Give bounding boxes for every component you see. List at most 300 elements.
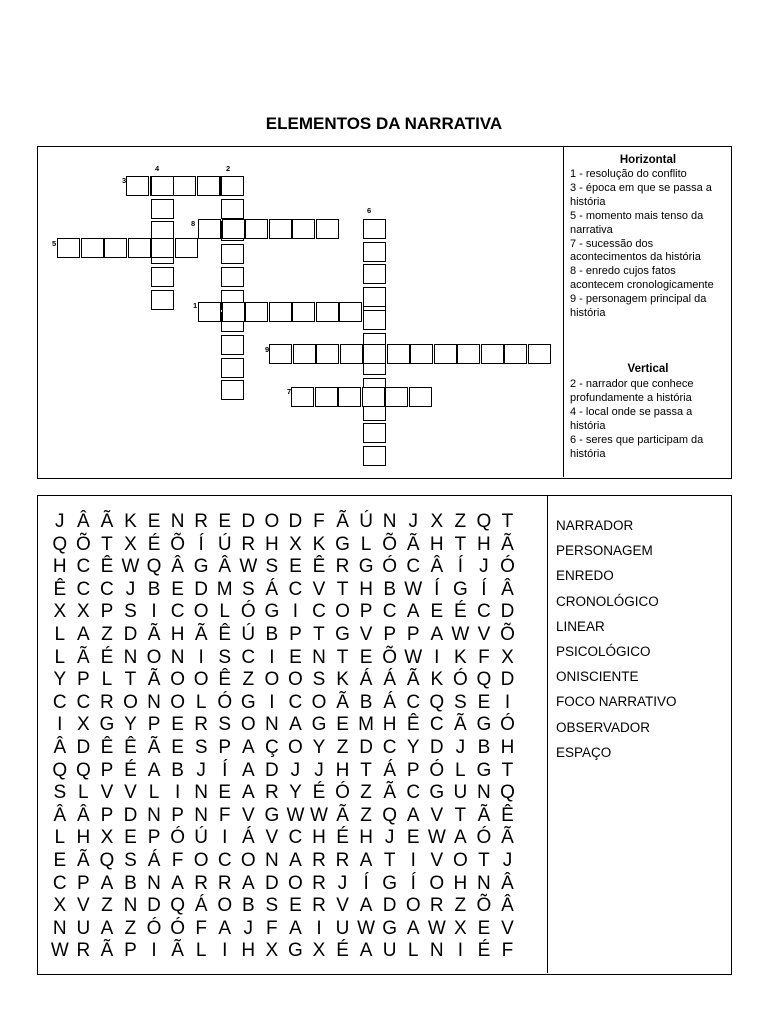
wordsearch-letter[interactable]: W [121,556,140,578]
crossword-cell[interactable] [104,238,127,258]
wordsearch-letter[interactable]: R [217,872,232,894]
wordsearch-letter[interactable]: C [382,601,397,623]
wordsearch-letter[interactable]: Ã [501,827,514,849]
wordsearch-letter[interactable]: P [147,827,161,849]
wordsearch-letter[interactable]: Ó [335,782,350,804]
wordsearch-letter[interactable]: Ã [336,691,349,713]
wordsearch-letter[interactable]: W [50,940,69,962]
wordsearch-letter[interactable]: D [288,511,303,532]
wordsearch-letter[interactable]: L [407,940,419,962]
wordsearch-letter[interactable]: Ó [452,669,468,691]
wordsearch-letter[interactable]: Í [222,759,228,781]
wordsearch-letter[interactable]: A [147,759,161,781]
wordsearch-letter[interactable]: E [171,714,184,736]
wordsearch-letter[interactable]: L [78,782,89,804]
wordsearch-letter[interactable]: K [124,511,137,532]
wordsearch-letter[interactable]: R [76,940,91,962]
wordsearch-letter[interactable]: L [101,669,113,691]
wordsearch-letter[interactable]: D [194,578,209,600]
wordsearch-letter[interactable]: I [434,646,440,668]
wordsearch-letter[interactable]: Y [312,737,326,758]
wordsearch-letter[interactable]: D [500,601,515,623]
wordsearch-letter[interactable]: N [264,714,279,736]
wordsearch-letter[interactable]: G [193,556,209,578]
wordsearch-letter[interactable]: Ã [194,624,208,645]
wordsearch-letter[interactable]: W [427,917,446,939]
crossword-cell[interactable] [57,238,80,258]
wordsearch-letter[interactable]: O [217,895,233,917]
wordsearch-letter[interactable]: I [457,940,463,962]
wordsearch-letter[interactable]: Z [242,669,255,691]
wordsearch-letter[interactable]: Á [265,578,279,600]
wordsearch-letter[interactable]: A [100,917,114,939]
wordsearch-letter[interactable]: A [218,917,232,939]
wordsearch-letter[interactable]: Ó [170,917,185,939]
wordsearch-letter[interactable]: U [76,917,91,939]
wordsearch-letter[interactable]: L [148,782,160,804]
wordsearch-letter[interactable]: A [289,850,302,871]
wordsearch-letter[interactable]: O [288,872,303,894]
wordsearch-letter[interactable]: H [335,759,350,781]
crossword-cell[interactable] [175,238,198,258]
wordsearch-letter[interactable]: O [288,737,303,758]
wordsearch-letter[interactable]: I [269,691,275,713]
wordsearch-letter[interactable]: E [289,895,302,917]
wordsearch-letter[interactable]: B [359,691,373,713]
wordsearch-letter[interactable]: A [171,872,184,894]
crossword-cell[interactable] [481,344,504,364]
wordsearch-letter[interactable]: L [195,691,207,713]
wordsearch-letter[interactable]: C [477,601,491,623]
wordsearch-letter[interactable]: Õ [75,533,91,555]
wordsearch-letter[interactable]: X [77,601,90,623]
crossword-cell[interactable] [269,302,292,322]
wordsearch-letter[interactable]: H [76,827,91,849]
wordsearch-letter[interactable]: X [501,646,514,668]
crossword-cell[interactable] [198,302,221,322]
crossword-cell[interactable] [363,446,386,466]
crossword-cell[interactable] [245,302,268,322]
wordsearch-letter[interactable]: W [451,624,470,645]
wordsearch-letter[interactable]: J [196,759,206,781]
wordsearch-letter[interactable]: W [310,804,328,826]
wordsearch-letter[interactable]: J [455,737,466,758]
wordsearch-letter[interactable]: T [478,850,490,871]
wordsearch-letter[interactable]: S [53,782,67,804]
wordsearch-letter[interactable]: Ã [336,804,349,826]
wordsearch-letter[interactable]: É [454,601,467,623]
wordsearch-letter[interactable]: Ã [501,533,514,555]
wordsearch-letter[interactable]: Ã [100,511,114,532]
wordsearch-letter[interactable]: Ê [100,556,114,578]
wordsearch-letter[interactable]: E [406,827,420,849]
wordsearch-letter[interactable]: R [194,511,209,532]
crossword-cell[interactable] [221,335,244,355]
wordsearch-letter[interactable]: X [100,827,114,849]
crossword-cell[interactable] [221,199,244,219]
wordsearch-letter[interactable]: Õ [382,533,398,555]
wordsearch-letter[interactable]: O [452,850,468,871]
wordsearch-letter[interactable]: V [100,782,114,804]
wordsearch-letter[interactable]: P [359,601,373,623]
crossword-cell[interactable] [245,219,268,239]
wordsearch-letter[interactable]: Q [52,533,68,555]
wordsearch-letter[interactable]: T [454,533,467,555]
wordsearch-letter[interactable]: O [240,714,256,736]
wordsearch-letter[interactable]: S [241,578,255,600]
wordsearch-letter[interactable]: E [477,917,491,939]
wordsearch-letter[interactable]: Ã [147,624,161,645]
wordsearch-letter[interactable]: K [312,533,326,555]
wordsearch-letter[interactable]: N [382,511,397,532]
crossword-cell[interactable] [434,344,457,364]
wordsearch-letter[interactable]: C [382,737,397,758]
wordsearch-letter[interactable]: B [241,895,255,917]
wordsearch-letter[interactable]: S [312,669,326,691]
wordsearch-letter[interactable]: Z [101,624,113,645]
wordsearch-letter[interactable]: W [357,917,376,939]
wordsearch-letter[interactable]: D [500,669,515,691]
wordsearch-letter[interactable]: Y [124,714,137,736]
wordsearch-letter[interactable]: D [76,737,91,758]
wordsearch-letter[interactable]: X [265,940,279,962]
wordsearch-letter[interactable]: G [335,624,350,645]
wordsearch-letter[interactable]: A [430,624,444,645]
wordsearch-letter[interactable]: H [477,533,491,555]
wordsearch-letter[interactable]: É [477,940,491,962]
wordsearch-letter[interactable]: N [147,804,161,826]
wordsearch-letter[interactable]: O [193,601,209,623]
wordsearch-letter[interactable]: Ó [500,714,515,736]
wordsearch-letter[interactable]: Ê [100,737,114,758]
wordsearch-letter[interactable]: E [430,601,444,623]
wordsearch-letter[interactable]: P [218,737,232,758]
crossword-cell[interactable] [339,302,362,322]
crossword-cell[interactable] [363,219,386,239]
wordsearch-letter[interactable]: E [124,827,137,849]
wordsearch-letter[interactable]: Á [383,691,396,713]
wordsearch-letter[interactable]: Ú [359,511,373,532]
wordsearch-letter[interactable]: I [222,827,228,849]
wordsearch-letter[interactable]: O [405,895,421,917]
wordsearch-letter[interactable]: A [241,782,255,804]
wordsearch-letter[interactable]: É [336,827,349,849]
wordsearch-letter[interactable]: L [219,601,230,623]
wordsearch-letter[interactable]: C [76,691,91,713]
wordsearch-letter[interactable]: A [359,895,373,917]
wordsearch-letter[interactable]: N [312,646,326,668]
wordsearch-letter[interactable]: I [151,940,157,962]
crossword-cell[interactable] [81,238,104,258]
wordsearch-letter[interactable]: F [266,917,278,939]
wordsearch-letter[interactable]: Â [501,872,514,894]
wordsearch-letter[interactable]: Q [75,759,91,781]
wordsearch-letter[interactable]: O [429,872,445,894]
wordsearch-letter[interactable]: P [406,624,420,645]
wordsearch-letter[interactable]: P [289,624,302,645]
crossword-cell[interactable] [363,423,386,443]
wordsearch-letter[interactable]: Â [501,578,514,600]
wordsearch-letter[interactable]: A [359,940,373,962]
crossword-cell[interactable] [387,344,410,364]
wordsearch-letter[interactable]: P [171,804,184,826]
crossword-cell[interactable] [316,219,339,239]
wordsearch-letter[interactable]: Ó [500,556,515,578]
crossword-cell[interactable] [292,302,315,322]
wordsearch-letter[interactable]: I [198,646,204,668]
wordsearch-letter[interactable]: E [171,737,184,758]
wordsearch-letter[interactable]: H [453,872,468,894]
wordsearch-letter[interactable]: V [124,782,137,804]
crossword-cell[interactable] [222,302,245,322]
wordsearch-letter[interactable]: D [147,895,161,917]
wordsearch-letter[interactable]: Ó [476,827,492,849]
wordsearch-letter[interactable]: Ã [406,669,420,691]
wordsearch-letter[interactable]: T [501,511,514,532]
wordsearch-letter[interactable]: Í [481,578,487,600]
wordsearch-letter[interactable]: X [124,533,137,555]
wordsearch-letter[interactable]: M [216,578,233,600]
wordsearch-letter[interactable]: Í [198,533,204,555]
wordsearch-letter[interactable]: S [218,646,232,668]
wordsearch-letter[interactable]: Q [500,782,515,804]
wordsearch-letter[interactable]: Ã [406,533,420,555]
wordsearch-letter[interactable]: C [241,646,256,668]
wordsearch-letter[interactable]: O [335,601,350,623]
crossword-cell[interactable] [338,387,361,407]
wordsearch-letter[interactable]: H [382,714,397,736]
wordsearch-letter[interactable]: Í [457,556,463,578]
wordsearch-letter[interactable]: Í [410,872,416,894]
wordsearch-letter[interactable]: Á [383,669,396,691]
wordsearch-letter[interactable]: J [314,759,324,781]
wordsearch-letter[interactable]: P [100,804,114,826]
wordsearch-letter[interactable]: V [265,827,279,849]
wordsearch-letter[interactable]: S [218,714,232,736]
wordsearch-letter[interactable]: Ê [312,556,326,578]
wordsearch-letter[interactable]: D [264,759,279,781]
wordsearch-letter[interactable]: Ã [171,940,184,962]
wordsearch-letter[interactable]: N [477,782,491,804]
wordsearch-letter[interactable]: H [429,533,444,555]
wordsearch-letter[interactable]: S [265,556,279,578]
crossword-cell[interactable] [363,344,386,364]
crossword-cell[interactable] [457,344,480,364]
wordsearch-letter[interactable]: B [477,737,491,758]
wordsearch-letter[interactable]: Y [406,737,420,758]
crossword-cell[interactable] [363,264,386,284]
crossword-cell[interactable] [173,176,196,196]
wordsearch-letter[interactable]: F [218,804,231,826]
wordsearch-letter[interactable]: Â [501,895,514,917]
wordsearch-letter[interactable]: W [404,646,423,668]
wordsearch-letter[interactable]: O [193,669,209,691]
wordsearch-letter[interactable]: L [54,624,66,645]
wordsearch-letter[interactable]: H [170,624,185,645]
wordsearch-letter[interactable]: N [123,646,138,668]
wordsearch-letter[interactable]: G [476,714,492,736]
crossword-cell[interactable] [362,387,385,407]
wordsearch-letter[interactable]: Õ [382,646,398,668]
wordsearch-letter[interactable]: H [359,578,373,600]
wordsearch-letter[interactable]: T [124,669,137,691]
wordsearch-letter[interactable]: I [410,850,416,871]
wordsearch-letter[interactable]: Ó [429,759,445,781]
wordsearch-letter[interactable]: K [454,646,467,668]
wordsearch-letter[interactable]: P [100,759,114,781]
wordsearch-letter[interactable]: B [124,872,137,894]
wordsearch-letter[interactable]: C [288,691,303,713]
wordsearch-letter[interactable]: K [336,669,349,691]
wordsearch-letter[interactable]: W [286,804,305,826]
wordsearch-letter[interactable]: X [77,714,90,736]
wordsearch-letter[interactable]: N [194,804,209,826]
wordsearch-letter[interactable]: E [359,646,373,668]
wordsearch-letter[interactable]: O [170,691,185,713]
crossword-cell[interactable] [409,387,432,407]
wordsearch-letter[interactable]: E [171,578,184,600]
wordsearch-letter[interactable]: J [384,827,395,849]
wordsearch-letter[interactable]: I [269,646,275,668]
wordsearch-letter[interactable]: X [312,940,326,962]
wordsearch-letter[interactable]: C [288,578,303,600]
wordsearch-letter[interactable]: Ã [147,737,161,758]
wordsearch-letter[interactable]: Z [454,895,467,917]
wordsearch-letter[interactable]: Â [171,556,184,578]
wordsearch-letter[interactable]: H [359,827,373,849]
wordsearch-letter[interactable]: R [335,850,350,871]
wordsearch-letter[interactable]: Ó [217,691,233,713]
wordsearch-letter[interactable]: T [360,759,372,781]
wordsearch-letter[interactable]: T [336,646,349,668]
wordsearch-letter[interactable]: V [430,850,444,871]
wordsearch-letter[interactable]: O [146,646,162,668]
wordsearch-letter[interactable]: Ã [477,804,491,826]
wordsearch-letter[interactable]: O [193,850,209,871]
crossword-cell[interactable] [293,344,316,364]
crossword-cell[interactable] [128,238,151,258]
wordsearch-letter[interactable]: U [335,917,350,939]
wordsearch-letter[interactable]: P [406,759,420,781]
wordsearch-letter[interactable]: I [174,782,181,804]
wordsearch-letter[interactable]: H [264,533,279,555]
wordsearch-letter[interactable]: H [241,940,256,962]
wordsearch-letter[interactable]: U [453,782,468,804]
wordsearch-letter[interactable]: H [500,737,515,758]
wordsearch-letter[interactable]: A [406,804,420,826]
wordsearch-letter[interactable]: R [429,895,444,917]
wordsearch-letter[interactable]: B [171,759,184,781]
wordsearch-letter[interactable]: O [264,511,280,532]
wordsearch-letter[interactable]: F [171,850,184,871]
wordsearch-letter[interactable]: J [55,511,65,532]
crossword-cell[interactable] [363,310,386,330]
wordsearch-letter[interactable]: R [241,533,256,555]
wordsearch-letter[interactable]: É [336,940,349,962]
wordsearch-letter[interactable]: Ê [218,669,232,691]
wordsearch-letter[interactable]: C [429,714,444,736]
wordsearch-letter[interactable]: T [313,624,325,645]
wordsearch-letter[interactable]: Ó [170,827,185,849]
wordsearch-letter[interactable]: Ã [383,782,396,804]
wordsearch-letter[interactable]: É [147,533,161,555]
wordsearch-letter[interactable]: I [57,714,63,736]
wordsearch-letter[interactable]: Ê [218,624,232,645]
wordsearch-letter[interactable]: L [455,759,466,781]
wordsearch-letter[interactable]: R [335,556,350,578]
crossword-cell[interactable] [340,344,363,364]
wordsearch-letter[interactable]: Ç [264,737,279,758]
wordsearch-letter[interactable]: C [52,872,67,894]
wordsearch-letter[interactable]: D [359,737,373,758]
wordsearch-letter[interactable]: N [429,940,444,962]
wordsearch-letter[interactable]: Â [430,556,444,578]
crossword-cell[interactable] [316,302,339,322]
wordsearch-letter[interactable]: C [170,601,185,623]
wordsearch-letter[interactable]: G [429,782,445,804]
crossword-cell[interactable] [528,344,551,364]
wordsearch-letter[interactable]: Á [359,669,373,691]
wordsearch-letter[interactable]: V [336,895,349,917]
wordsearch-letter[interactable]: C [52,691,67,713]
wordsearch-letter[interactable]: W [239,556,258,578]
wordsearch-letter[interactable]: A [241,737,255,758]
wordsearch-letter[interactable]: P [383,624,396,645]
crossword-cell[interactable] [315,387,338,407]
wordsearch-letter[interactable]: E [289,556,302,578]
wordsearch-letter[interactable]: Ã [454,714,467,736]
wordsearch-letter[interactable]: Z [101,895,113,917]
wordsearch-letter[interactable]: Â [53,737,67,758]
wordsearch-letter[interactable]: W [404,578,423,600]
wordsearch-letter[interactable]: D [241,511,256,532]
wordsearch-letter[interactable]: C [406,782,421,804]
wordsearch-letter[interactable]: R [312,872,326,894]
wordsearch-letter[interactable]: N [123,895,138,917]
wordsearch-letter[interactable]: D [264,872,279,894]
wordsearch-letter[interactable]: R [194,872,209,894]
wordsearch-letter[interactable]: C [76,556,91,578]
wordsearch-letter[interactable]: S [124,850,137,871]
wordsearch-letter[interactable]: Â [53,804,67,826]
wordsearch-letter[interactable]: L [360,533,372,555]
wordsearch-letter[interactable]: A [289,714,302,736]
wordsearch-letter[interactable]: S [265,895,279,917]
wordsearch-letter[interactable]: Á [241,827,255,849]
wordsearch-letter[interactable]: Â [77,511,90,532]
wordsearch-letter[interactable]: Q [476,511,492,532]
wordsearch-letter[interactable]: G [264,804,280,826]
wordsearch-letter[interactable]: T [501,759,514,781]
wordsearch-letter[interactable]: N [147,691,161,713]
wordsearch-letter[interactable]: D [382,895,397,917]
crossword-cell[interactable] [151,238,174,258]
wordsearch-letter[interactable]: Ú [194,827,209,849]
wordsearch-letter[interactable]: Á [194,895,208,917]
wordsearch-letter[interactable]: Z [360,804,372,826]
wordsearch-letter[interactable]: R [100,691,114,713]
wordsearch-letter[interactable]: C [100,578,114,600]
wordsearch-letter[interactable]: Â [218,556,232,578]
wordsearch-letter[interactable]: O [311,691,327,713]
wordsearch-letter[interactable]: M [358,714,374,736]
crossword-cell[interactable] [363,242,386,262]
wordsearch-letter[interactable]: Z [336,737,349,758]
wordsearch-letter[interactable]: T [101,533,113,555]
wordsearch-letter[interactable]: C [288,827,303,849]
wordsearch-letter[interactable]: G [264,601,280,623]
wordsearch-letter[interactable]: Z [360,782,372,804]
